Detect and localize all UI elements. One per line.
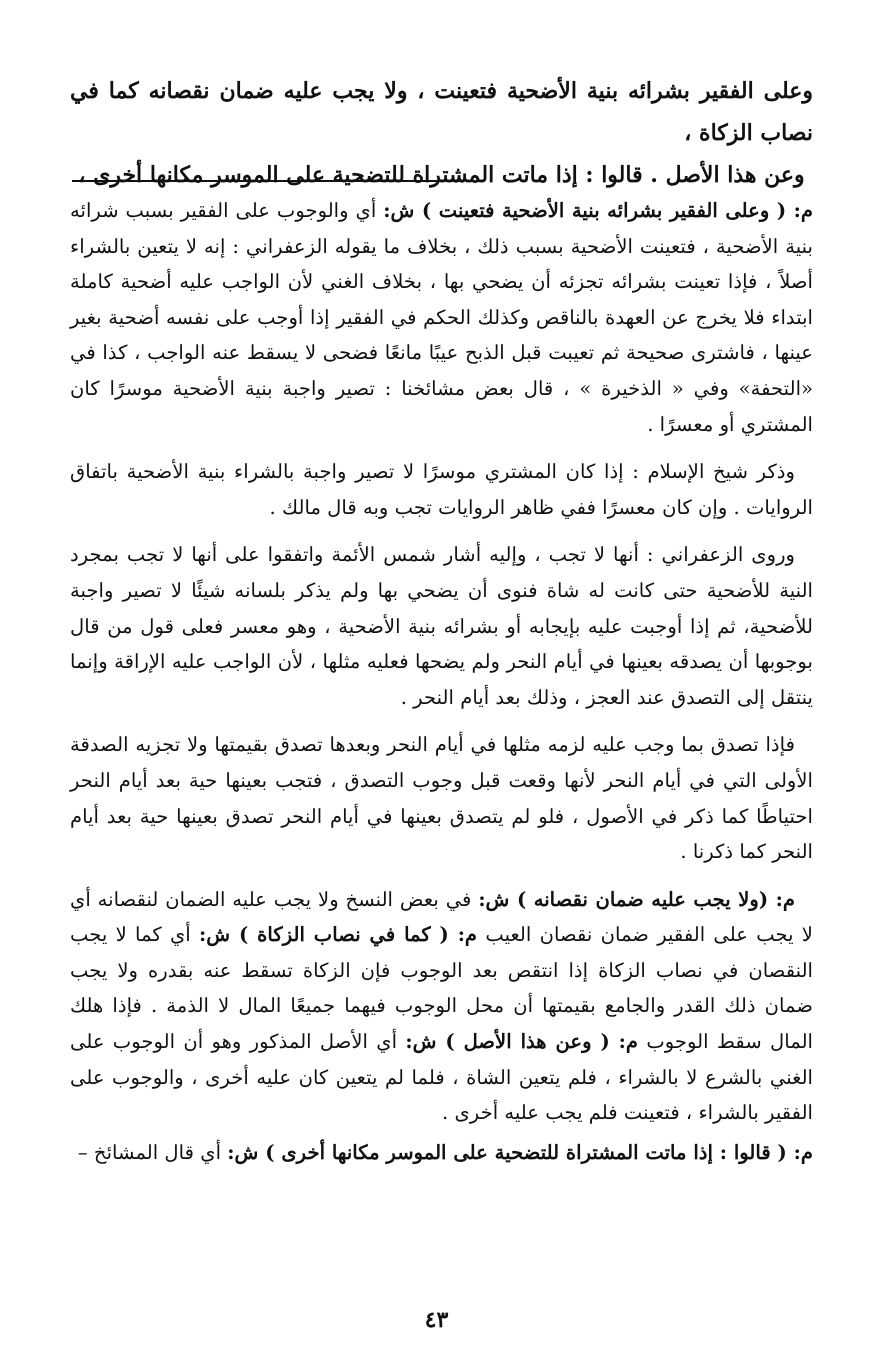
matn-quote: م: ( وعن هذا الأصل ) ش: — [405, 1030, 639, 1054]
matn-quote: م: ( وعلى الفقير بشرائه بنية الأضحية فتعينت ) ش: — [383, 199, 813, 222]
commentary-paragraph-5 — [70, 882, 813, 1131]
commentary-paragraph-4: فإذا تصدق بما وجب عليه لزمه مثلها في أيام النحر وبعدها تصدق بقيمتها ولا تجزيه الصدقة الأولى التي في أيام النحر لأنها وقعت قبل وجوب التصدق ، فتجب بعينها حية بعد أيام النحر احتياطًا كما ذكر في الأصول ، فلو لم يتصدق بعينها في أيام النحر تصدق بعينها حية بعد أيام النحر كما ذكرنا . — [70, 733, 813, 864]
separator-line — [72, 180, 462, 182]
commentary-paragraph-1 — [70, 193, 813, 442]
commentary-text: في بعض النسخ ولا يجب عليه الضمان لنقصانه أي لا يجب على الفقير ضمان نقصان العيب — [70, 887, 813, 947]
commentary-text: أي قال المشائخ – — [77, 1140, 228, 1164]
commentary-paragraph-3: وروى الزعفراني : أنها لا تجب ، وإليه أشار شمس الأئمة واتفقوا على أنها لا تجب بمجرد النية للأضحية حتى كانت له شاة فنوى أن يضحي بها ولم يذكر بلسانه شيئًا لا تصير واجبة للأضحية، ثم إذا أوجبت عليه بإيجابه أو بشرائه بنية الأضحية ، وهو معسر فعلى قول من قال بوجوبها أن يصدقه بعينها في أيام النحر ولم يضحها فعليه مثلها ، لأن الواجب عليه الإراقة وإنما ينتقل إلى التصدق عند العجز ، وذلك بعد أيام النحر . — [70, 543, 813, 709]
main-text-line-1: وعلى الفقير بشرائه بنية الأضحية فتعينت ، ولا يجب عليه ضمان نقصانه كما في نصاب الزكاة ، — [70, 78, 813, 146]
commentary-paragraph-6 — [70, 1135, 813, 1171]
main-text — [70, 70, 813, 196]
main-text-line-2: وعن هذا الأصل . قالوا : إذا ماتت المشتراة للتضحية على الموسر مكانها أخرى ، — [78, 162, 805, 188]
commentary-paragraph-2: وذكر شيخ الإسلام : إذا كان المشتري موسرًا لا تصير واجبة بالشراء بنية الأضحية باتفاق الروايات . وإن كان معسرًا ففي ظاهر الروايات تجب وبه قال مالك . — [70, 460, 813, 519]
commentary — [70, 193, 813, 1182]
matn-quote: م: ( كما في نصاب الزكاة ) ش: — [199, 923, 478, 947]
commentary-text: أي الأصل المذكور وهو أن الوجوب على الغني بالشرع لا بالشراء ، فلم يتعين الشاة ، فلما لم يتعين كان عليه أخرى ، والوجوب على الفقير بالشراء ، فتعينت فلم يجب عليه أخرى . — [70, 1030, 813, 1125]
matn-quote: م: (ولا يجب عليه ضمان نقصانه ) ش: — [478, 887, 795, 911]
commentary-text: أي والوجوب على الفقير بسبب شرائه بنية الأضحية ، فتعينت الأضحية بسبب ذلك ، بخلاف ما يقوله الزعفراني : إنه لا يتعين بالشراء أصلاً ، فإذا تعينت بشرائه تجزئه أن يضحي بها ، بخلاف الغني لأن الواجب عليه أضحية كاملة ابتداء فلا يخرج عن العهدة بالناقص وكذلك الحكم في الفقير إذا أوجب على نفسه أضحية بغير عينها ، فاشترى صحيحة ثم تعيبت قبل الذبح عيبًا مانعًا فضحى لا يسقط عنه الواجب ، كذا في «التحفة» وفي « الذخيرة » ، قال بعض مشائخنا : تصير واجبة بنية الأضحية موسرًا كان المشتري أو معسرًا . — [70, 199, 813, 436]
commentary-text: أي كما لا يجب النقصان في نصاب الزكاة إذا انتقص بعد الوجوب فإن الزكاة تسقط عنه بقدره ولا يجب ضمان ذلك القدر والجامع بقيمتها أن محل الوجوب فيهما جميعًا المال لا الذمة . فإذا هلك المال سقط الوجوب — [70, 923, 814, 1054]
matn-quote: م: ( قالوا : إذا ماتت المشتراة للتضحية على الموسر مكانها أخرى ) ش: — [227, 1140, 813, 1164]
page-number: ٤٣ — [424, 1307, 449, 1333]
